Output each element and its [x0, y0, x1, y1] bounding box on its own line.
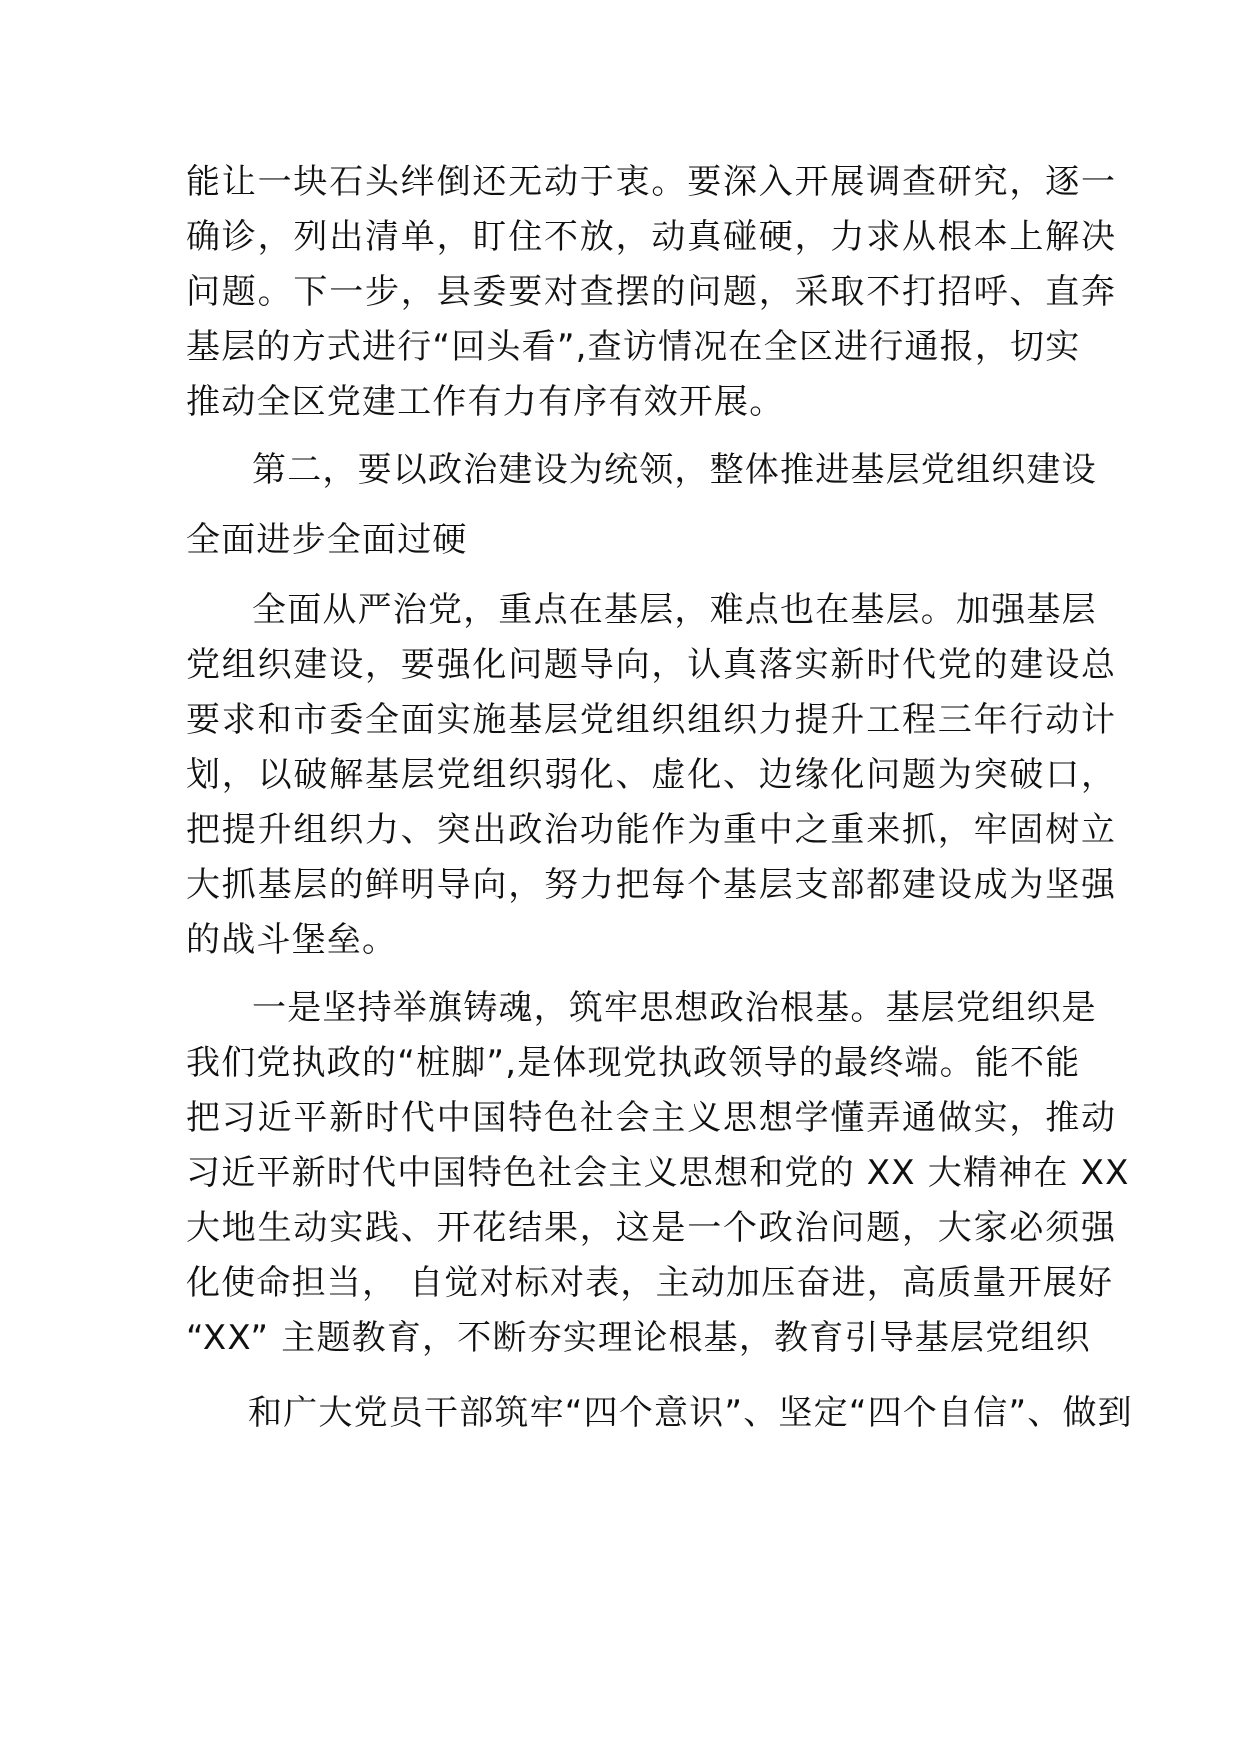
text-line-9: 党组织建设，要强化问题导向，认真落实新时代党的建设总	[186, 645, 1117, 685]
text-line-20: 化使命担当， 自觉对标对表，主动加压奋进，高质量开展好	[186, 1263, 1114, 1303]
text-line-10: 要求和市委全面实施基层党组织组织力提升工程三年行动计	[186, 700, 1117, 740]
section-heading-line-1: 第二，要以政治建设为统领，整体推进基层党组织建设	[252, 450, 1097, 490]
text-line-21: “XX” 主题教育，不断夯实理论根基，教育引导基层党组织	[186, 1318, 1091, 1358]
text-line-2: 确诊，列出清单，盯住不放，动真碰硬，力求从根本上解决	[186, 217, 1117, 257]
text-line-19: 大地生动实践、开花结果，这是一个政治问题，大家必须强	[186, 1208, 1117, 1248]
text-line-11: 划，以破解基层党组织弱化、虚化、边缘化问题为突破口，	[186, 755, 1117, 795]
section-heading-line-2: 全面进步全面过硬	[186, 520, 468, 560]
text-line-3: 问题。下一步，县委要对查摆的问题，采取不打招呼、直奔	[186, 272, 1117, 312]
text-line-22: 和广大党员干部筑牢“四个意识”、坚定“四个自信”、做到	[248, 1393, 1133, 1433]
text-line-4: 基层的方式进行“回头看”,查访情况在全区进行通报，切实	[186, 327, 1081, 367]
text-line-13: 大抓基层的鲜明导向，努力把每个基层支部都建设成为坚强	[186, 865, 1117, 905]
text-line-15: 一是坚持举旗铸魂，筑牢思想政治根基。基层党组织是	[252, 988, 1097, 1028]
text-line-14: 的战斗堡垒。	[186, 920, 398, 960]
text-line-8: 全面从严治党，重点在基层，难点也在基层。加强基层	[252, 590, 1097, 630]
text-line-18: 习近平新时代中国特色社会主义思想和党的 XX 大精神在 XX	[186, 1153, 1130, 1193]
text-line-16: 我们党执政的“桩脚”,是体现党执政领导的最终端。能不能	[186, 1043, 1081, 1083]
text-line-1: 能让一块石头绊倒还无动于衷。要深入开展调查研究，逐一	[186, 162, 1117, 202]
text-line-12: 把提升组织力、突出政治功能作为重中之重来抓，牢固树立	[186, 810, 1117, 850]
text-line-5: 推动全区党建工作有力有序有效开展。	[186, 382, 785, 422]
text-line-17: 把习近平新时代中国特色社会主义思想学懂弄通做实，推动	[186, 1098, 1117, 1138]
